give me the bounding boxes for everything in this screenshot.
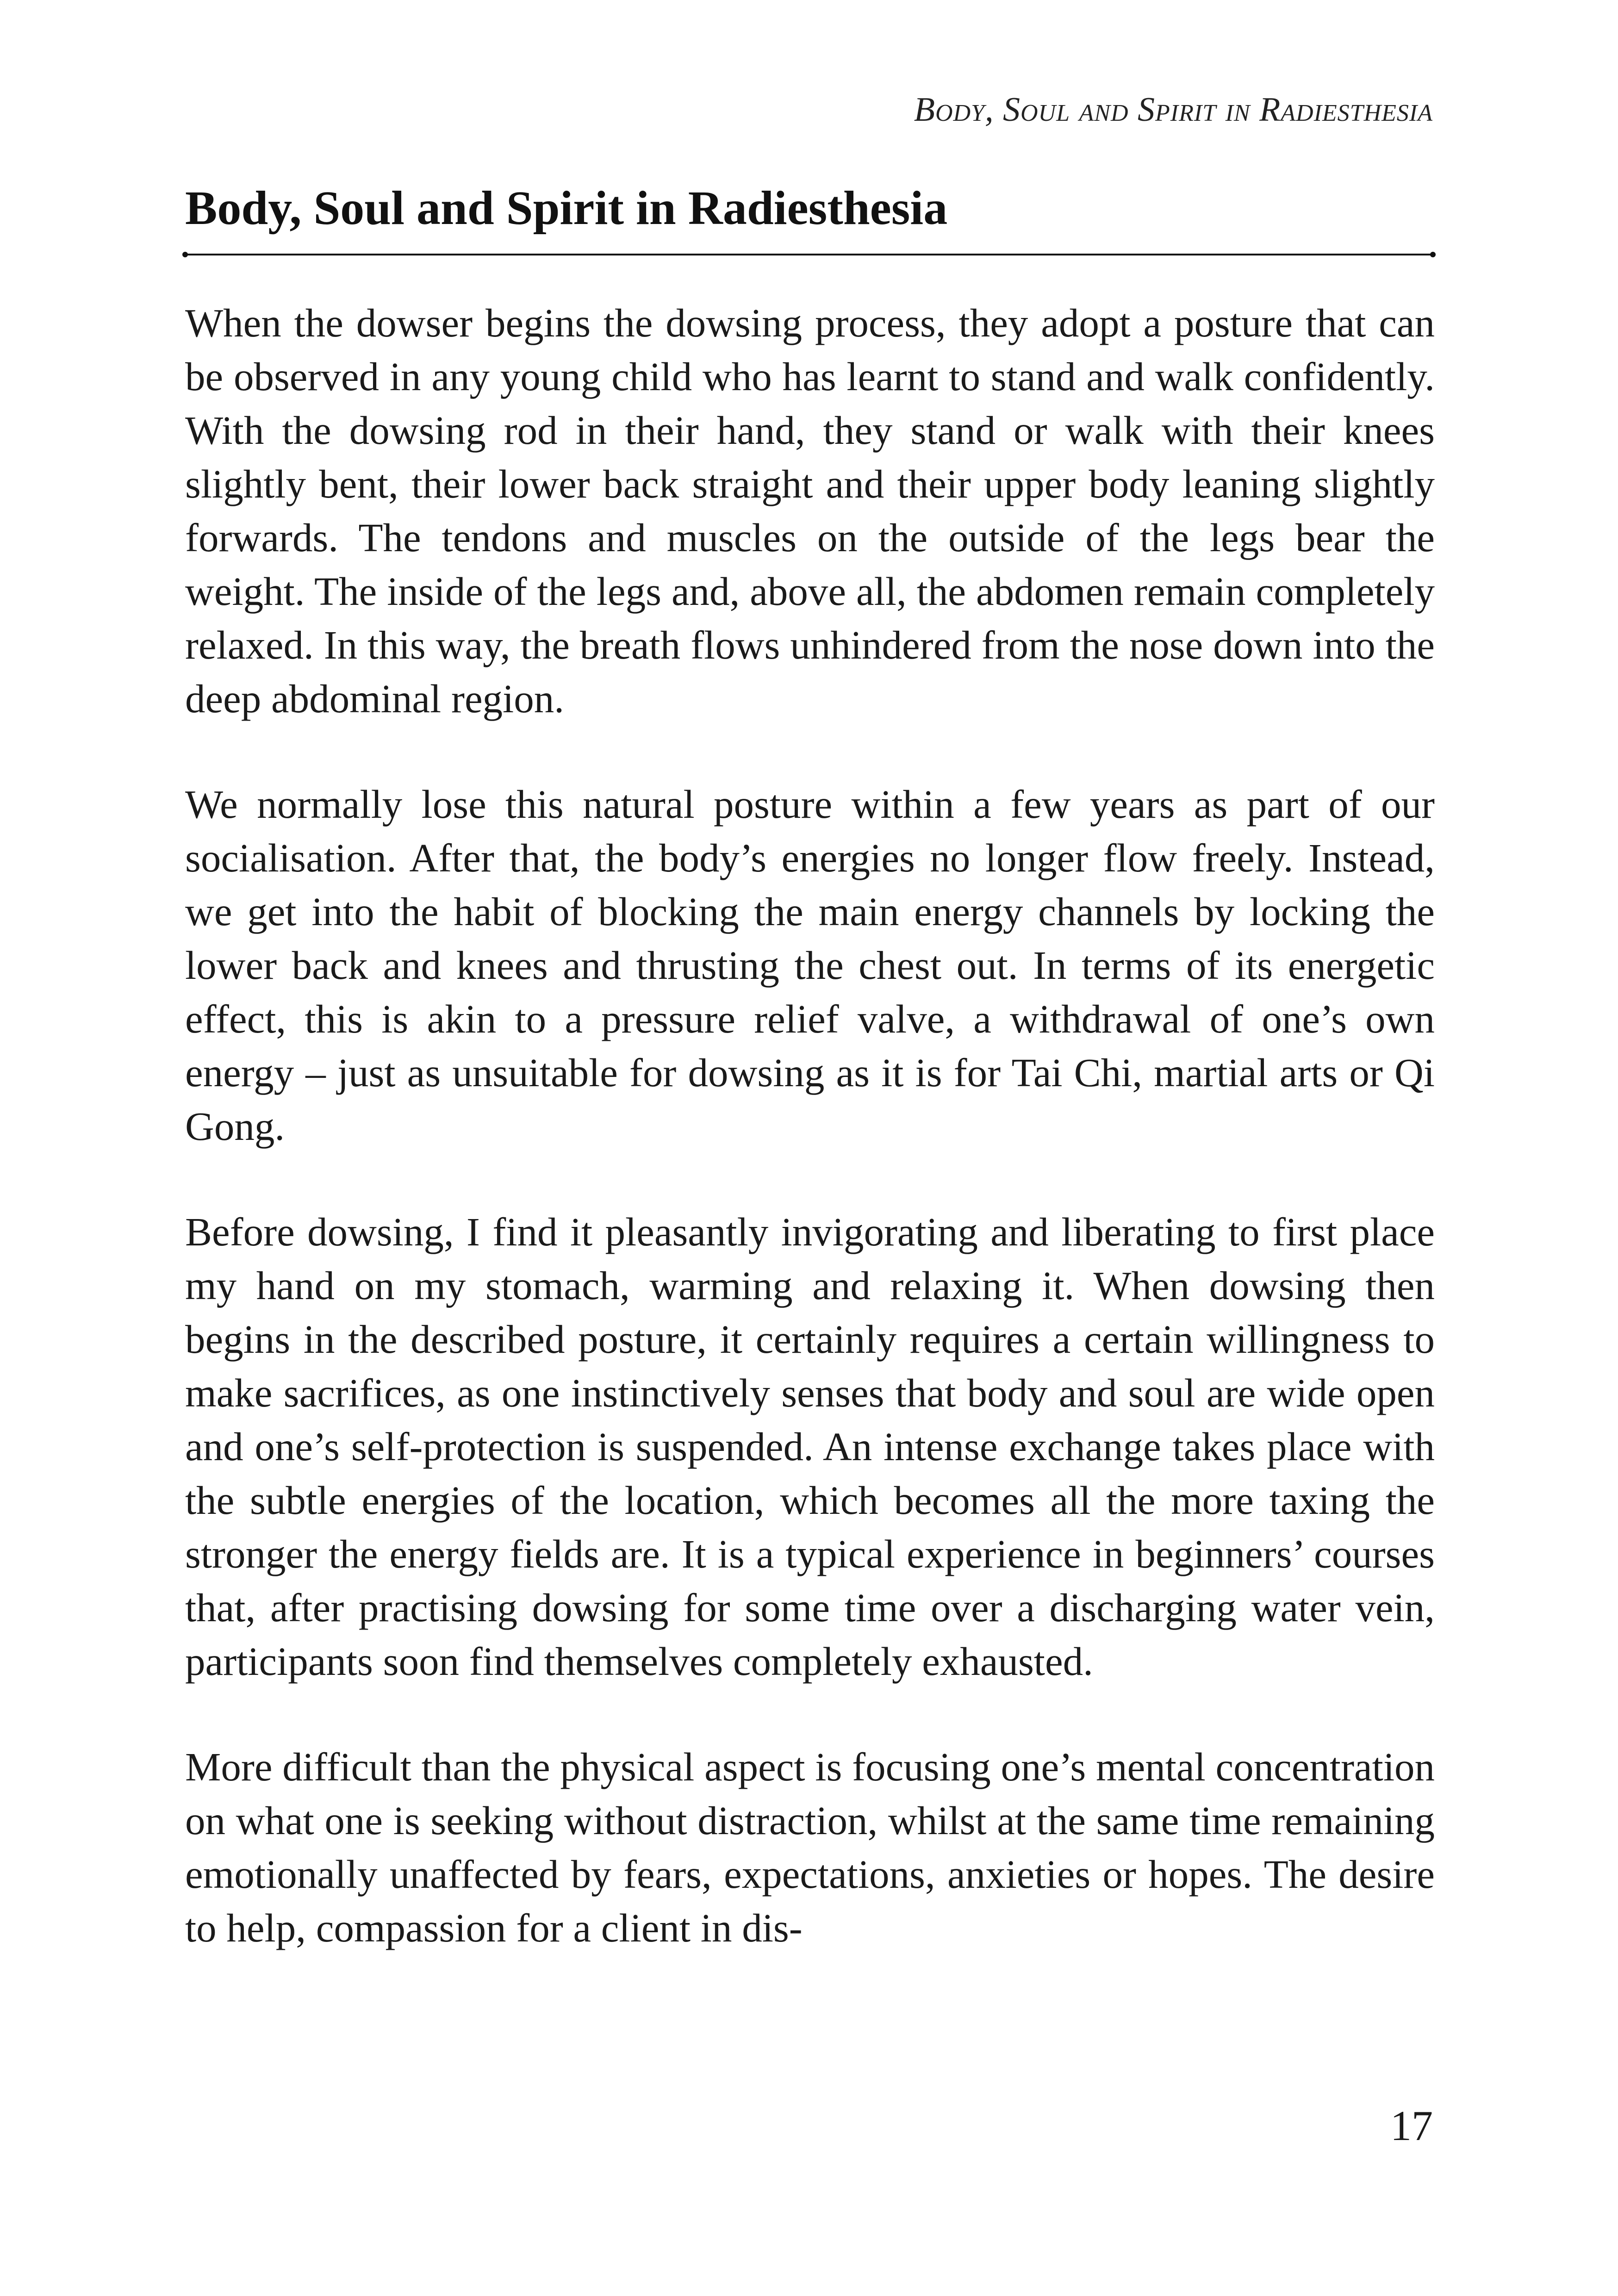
section-title: Body, Soul and Spirit in Radiesthesia [185,181,948,235]
title-underline-rule [184,254,1434,255]
paragraph-2: We normally lose this natural posture within a few years as part of our socialisation. After that, the body’s energies no longer flow freely. Instead, we get into the habit of blocking the main energy channels by locking the lower back and knees and thrusting the chest out. In terms of its energetic effect, this is akin to a pressure relief valve, a withdrawal of one’s own energy – just as unsuitable for dowsing as it is for Tai Chi, martial arts or Qi Gong. [185,782,1435,1149]
body-text [185,296,1435,2007]
paragraph-3: Before dowsing, I find it pleasantly invigorating and liberating to first place my hand on my stomach, warming and relaxing it. When dowsing then begins in the described posture, it certainly requires a certain willingness to make sacrifices, as one instinctively senses that body and soul are wide open and one’s self-protection is suspended. An intense exchange takes place with the subtle energies of the location, which becomes all the more taxing the stronger the energy fields are. It is a typical experience in beginners’ courses that, after practising dowsing for some time over a discharging water vein, participants soon find themselves completely exhausted. [185,1209,1435,1684]
page-number: 17 [1390,2102,1433,2149]
paragraph-4: More difficult than the physical aspect is focusing one’s mental concentration on what one is seeking without distraction, whilst at the same time remaining emotionally unaffected by fears, expectations, anxieties or hopes. The desire to help, compassion for a client in dis- [185,1744,1435,1950]
running-header: Body, Soul and Spirit in Radiesthesia [914,91,1433,129]
paragraph-1: When the dowser begins the dowsing process, they adopt a posture that can be observed in any young child who has learnt to stand and walk confidently. With the dowsing rod in their hand, they stand or walk with their knees slightly bent, their lower back straight and their upper body leaning slightly forwards. The tendons and muscles on the outside of the legs bear the weight. The inside of the legs and, above all, the abdomen remain completely relaxed. In this way, the breath flows unhindered from the nose down into the deep abdominal region. [185,300,1435,721]
